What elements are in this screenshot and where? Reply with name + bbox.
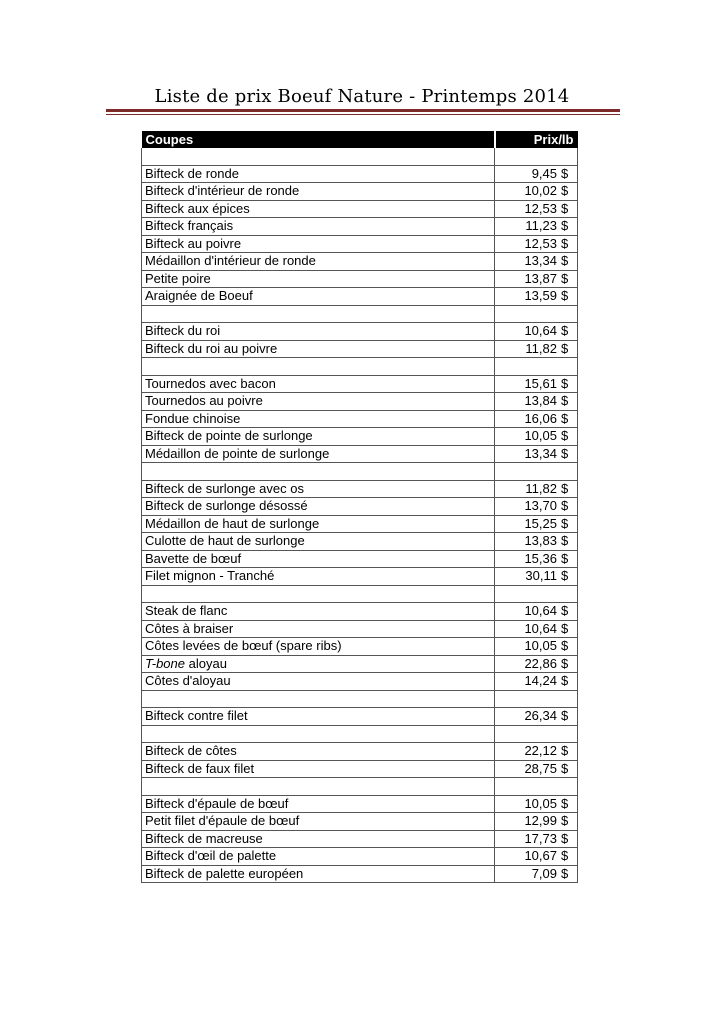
price-value: 10,64 [524,620,557,636]
currency-symbol: $ [561,795,569,811]
table-row [142,253,578,271]
price-cell [495,813,578,831]
price-cell [495,708,578,726]
price-cell [495,445,578,463]
cut-name: Bavette de bœuf [142,550,495,568]
table-row [142,200,578,218]
currency-symbol: $ [561,218,569,234]
price-value: 10,64 [524,323,557,339]
price-value: 16,06 [524,410,557,426]
price-cell [495,655,578,673]
price-cell [495,585,578,603]
price-cell [495,270,578,288]
currency-symbol: $ [561,340,569,356]
price-cell [495,183,578,201]
table-row [142,183,578,201]
cut-name: Médaillon d'intérieur de ronde [142,253,495,271]
table-header-row [142,131,578,148]
cut-name [142,690,495,708]
table-row [142,375,578,393]
table-row [142,270,578,288]
cut-name: Filet mignon - Tranché [142,568,495,586]
table-row [142,760,578,778]
currency-symbol: $ [561,288,569,304]
price-value: 15,25 [524,515,557,531]
currency-symbol: $ [561,235,569,251]
cut-name: Bifteck de surlonge désossé [142,498,495,516]
cut-name: Côtes levées de bœuf (spare ribs) [142,638,495,656]
currency-symbol: $ [561,708,569,724]
price-cell [495,498,578,516]
currency-symbol: $ [561,673,569,689]
price-cell [495,638,578,656]
price-cell [495,428,578,446]
cut-name: Bifteck de pointe de surlonge [142,428,495,446]
price-cell [495,743,578,761]
table-row [142,585,578,603]
table-row [142,708,578,726]
table-row [142,288,578,306]
price-cell [495,305,578,323]
cut-name: Médaillon de pointe de surlonge [142,445,495,463]
price-cell [495,620,578,638]
price-cell [495,410,578,428]
currency-symbol: $ [561,603,569,619]
price-cell [495,515,578,533]
price-value: 15,61 [524,375,557,391]
price-cell [495,725,578,743]
currency-symbol: $ [561,183,569,199]
price-cell [495,830,578,848]
price-cell [495,323,578,341]
cut-name [142,725,495,743]
table-row [142,743,578,761]
table-row [142,498,578,516]
price-cell [495,795,578,813]
price-value: 13,83 [524,533,557,549]
table-row [142,813,578,831]
cut-name: Bifteck de surlonge avec os [142,480,495,498]
price-value: 10,05 [524,638,557,654]
cut-name: Médaillon de haut de surlonge [142,515,495,533]
price-cell [495,463,578,481]
table-row [142,323,578,341]
currency-symbol: $ [561,393,569,409]
title-rule-thick [106,109,620,112]
table-row [142,480,578,498]
table-row [142,515,578,533]
price-value: 13,59 [524,288,557,304]
price-cell [495,603,578,621]
table-row [142,340,578,358]
cut-name: Fondue chinoise [142,410,495,428]
cut-name [142,305,495,323]
cut-name: Tournedos avec bacon [142,375,495,393]
table-row [142,165,578,183]
currency-symbol: $ [561,533,569,549]
table-row [142,690,578,708]
currency-symbol: $ [561,568,569,584]
currency-symbol: $ [561,760,569,776]
price-cell [495,253,578,271]
cut-name: Tournedos au poivre [142,393,495,411]
table-row [142,533,578,551]
title-rule-thin [106,114,620,115]
cut-name: Bifteck aux épices [142,200,495,218]
table-row [142,655,578,673]
cut-name [142,655,495,673]
cut-name: Steak de flanc [142,603,495,621]
price-value: 13,34 [524,445,557,461]
price-cell [495,848,578,866]
price-cell [495,148,578,165]
price-cell [495,358,578,376]
table-row [142,218,578,236]
price-value: 12,53 [524,200,557,216]
currency-symbol: $ [561,865,569,881]
price-value: 10,67 [524,848,557,864]
price-cell [495,550,578,568]
price-table [141,131,578,883]
price-cell [495,778,578,796]
price-value: 12,53 [524,235,557,251]
currency-symbol: $ [561,813,569,829]
cut-name: Bifteck de palette européen [142,865,495,883]
price-cell [495,533,578,551]
currency-symbol: $ [561,620,569,636]
table-row [142,305,578,323]
price-cell [495,200,578,218]
price-cell [495,393,578,411]
price-value: 13,84 [524,393,557,409]
cut-name: Bifteck de ronde [142,165,495,183]
cut-name [142,148,495,165]
price-value: 10,05 [524,428,557,444]
table-row [142,848,578,866]
price-value: 28,75 [524,760,557,776]
price-cell [495,340,578,358]
cut-name: Bifteck contre filet [142,708,495,726]
cut-name: Bifteck français [142,218,495,236]
cut-name: Petit filet d'épaule de bœuf [142,813,495,831]
cut-name: Bifteck de faux filet [142,760,495,778]
cut-name: Bifteck de macreuse [142,830,495,848]
cut-name: Araignée de Boeuf [142,288,495,306]
cut-name: Bifteck de côtes [142,743,495,761]
price-cell [495,165,578,183]
table-row [142,725,578,743]
price-cell [495,288,578,306]
price-value: 15,36 [524,550,557,566]
table-row [142,393,578,411]
cut-name: Côtes à braiser [142,620,495,638]
table-row [142,795,578,813]
currency-symbol: $ [561,165,569,181]
price-value: 11,82 [525,340,557,356]
price-value: 7,09 [531,865,557,881]
price-value: 22,86 [524,655,557,671]
currency-symbol: $ [561,428,569,444]
price-cell [495,218,578,236]
currency-symbol: $ [561,848,569,864]
price-value: 12,99 [524,813,557,829]
currency-symbol: $ [561,375,569,391]
table-row [142,463,578,481]
cut-name [142,358,495,376]
table-row [142,235,578,253]
cut-name: Bifteck d'intérieur de ronde [142,183,495,201]
currency-symbol: $ [561,743,569,759]
currency-symbol: $ [561,323,569,339]
price-value: 9,45 [531,165,557,181]
currency-symbol: $ [561,410,569,426]
cut-name-italic: T-bone [145,655,185,671]
column-header-price: Prix/lb [495,131,578,148]
currency-symbol: $ [561,253,569,269]
price-cell [495,375,578,393]
currency-symbol: $ [561,445,569,461]
cut-name: Culotte de haut de surlonge [142,533,495,551]
table-row [142,550,578,568]
table-row [142,358,578,376]
price-cell [495,760,578,778]
price-value: 26,34 [524,708,557,724]
currency-symbol: $ [561,830,569,846]
currency-symbol: $ [561,480,569,496]
price-value: 11,23 [525,218,557,234]
price-value: 13,87 [524,270,557,286]
table-row [142,568,578,586]
column-header-cut: Coupes [142,131,495,148]
table-row [142,603,578,621]
cut-name: Bifteck d'épaule de bœuf [142,795,495,813]
price-cell [495,690,578,708]
cut-name [142,585,495,603]
table-row [142,865,578,883]
currency-symbol: $ [561,498,569,514]
currency-symbol: $ [561,638,569,654]
price-cell [495,568,578,586]
price-value: 10,64 [524,603,557,619]
price-value: 22,12 [524,743,557,759]
table-row [142,830,578,848]
currency-symbol: $ [561,200,569,216]
table-row [142,148,578,165]
price-value: 30,11 [525,568,557,584]
cut-name: Bifteck d'œil de palette [142,848,495,866]
currency-symbol: $ [561,655,569,671]
cut-name: Bifteck au poivre [142,235,495,253]
price-value: 11,82 [525,480,557,496]
currency-symbol: $ [561,270,569,286]
price-cell [495,480,578,498]
cut-name: Bifteck du roi [142,323,495,341]
cut-name: Bifteck du roi au poivre [142,340,495,358]
table-row [142,638,578,656]
price-value: 17,73 [524,830,557,846]
cut-name [142,463,495,481]
price-value: 14,24 [524,673,557,689]
table-row [142,445,578,463]
currency-symbol: $ [561,550,569,566]
cut-name: Côtes d'aloyau [142,673,495,691]
table-row [142,778,578,796]
page-title: Liste de prix Boeuf Nature - Printemps 2014 [154,86,570,107]
price-value: 13,34 [524,253,557,269]
price-cell [495,235,578,253]
cut-name-text: aloyau [188,655,227,671]
table-row [142,428,578,446]
cut-name [142,778,495,796]
cut-name: Petite poire [142,270,495,288]
currency-symbol: $ [561,515,569,531]
table-row [142,673,578,691]
price-cell [495,673,578,691]
price-value: 13,70 [524,498,557,514]
price-cell [495,865,578,883]
price-value: 10,05 [524,795,557,811]
table-row [142,410,578,428]
table-row [142,620,578,638]
price-value: 10,02 [524,183,557,199]
